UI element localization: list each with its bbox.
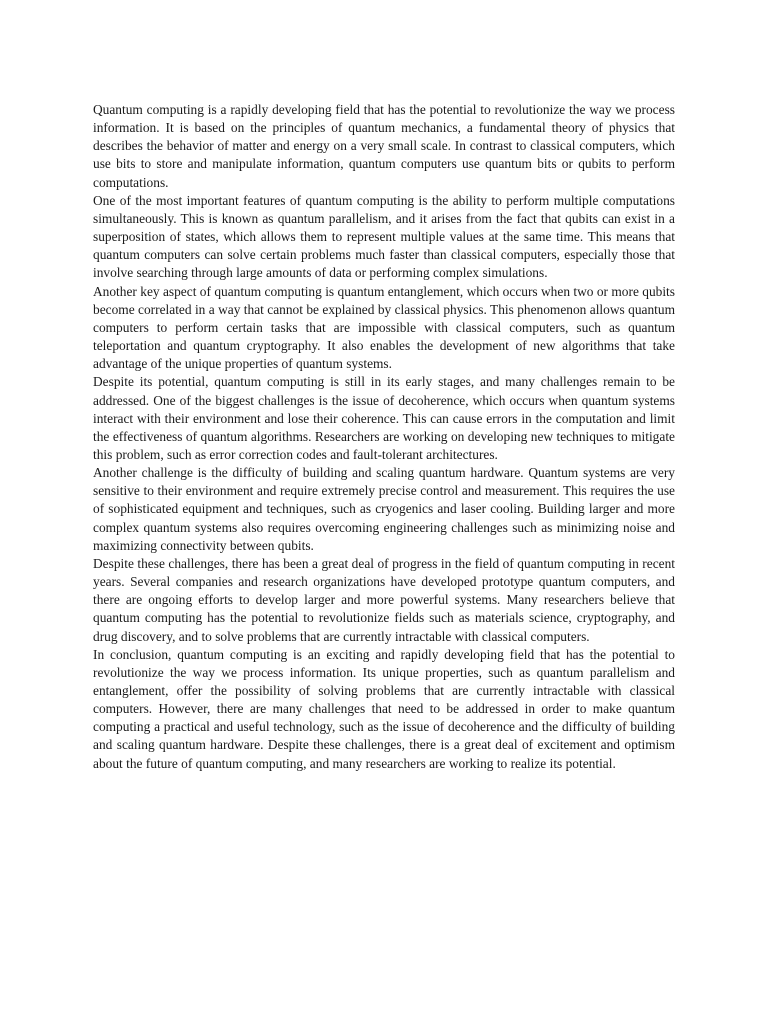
document-body xyxy=(93,101,675,773)
paragraph-parallelism: One of the most important features of quantum computing is the ability to perform multiple computations simultaneously. This is known as quantum parallelism, and it arises from the fact that qubits can exist in a superposition of states, which allows them to represent multiple values at the same time. This means that quantum computers can solve certain problems much faster than classical computers, especially those that involve searching through large amounts of data or performing complex simulations. xyxy=(93,192,675,281)
paragraph-progress: Despite these challenges, there has been a great deal of progress in the field of quantum computing in recent years. Several companies and research organizations have developed prototype quantum computers, and there are ongoing efforts to develop larger and more powerful systems. Many researchers believe that quantum computing has the potential to revolutionize fields such as materials science, cryptography, and drug discovery, and to solve problems that are currently intractable with classical computers. xyxy=(93,555,675,644)
paragraph-entanglement: Another key aspect of quantum computing is quantum entanglement, which occurs when two or more qubits become correlated in a way that cannot be explained by classical physics. This phenomenon allows quantum computers to perform certain tasks that are impossible with classical computers, such as quantum teleportation and quantum cryptography. It also enables the development of new algorithms that take advantage of the unique properties of quantum systems. xyxy=(93,283,675,372)
paragraph-conclusion: In conclusion, quantum computing is an exciting and rapidly developing field that has the potential to revolutionize the way we process information. Its unique properties, such as quantum parallelism and entanglement, offer the possibility of solving problems that are currently intractable with classical computers. However, there are many challenges that need to be addressed in order to make quantum computing a practical and useful technology, such as the issue of decoherence and the difficulty of building and scaling quantum hardware. Despite these challenges, there is a great deal of excitement and optimism about the future of quantum computing, and many researchers are working to realize its potential. xyxy=(93,646,675,771)
paragraph-decoherence: Despite its potential, quantum computing is still in its early stages, and many challenges remain to be addressed. One of the biggest challenges is the issue of decoherence, which occurs when quantum systems interact with their environment and lose their coherence. This can cause errors in the computation and limit the effectiveness of quantum algorithms. Researchers are working on developing new techniques to mitigate this problem, such as error correction codes and fault-tolerant architectures. xyxy=(93,374,675,462)
paragraph-hardware: Another challenge is the difficulty of building and scaling quantum hardware. Quantum systems are very sensitive to their environment and require extremely precise control and measurement. This requires the use of sophisticated equipment and techniques, such as cryogenics and laser cooling. Building larger and more complex quantum systems also requires overcoming engineering challenges such as minimizing noise and maximizing connectivity between qubits. xyxy=(93,465,675,553)
paragraph-intro: Quantum computing is a rapidly developing field that has the potential to revolutionize the way we process information. It is based on the principles of quantum mechanics, a fundamental theory of physics that describes the behavior of matter and energy on a very small scale. In contrast to classical computers, which use bits to store and manipulate information, quantum computers use quantum bits or qubits to perform computations. xyxy=(93,102,675,190)
